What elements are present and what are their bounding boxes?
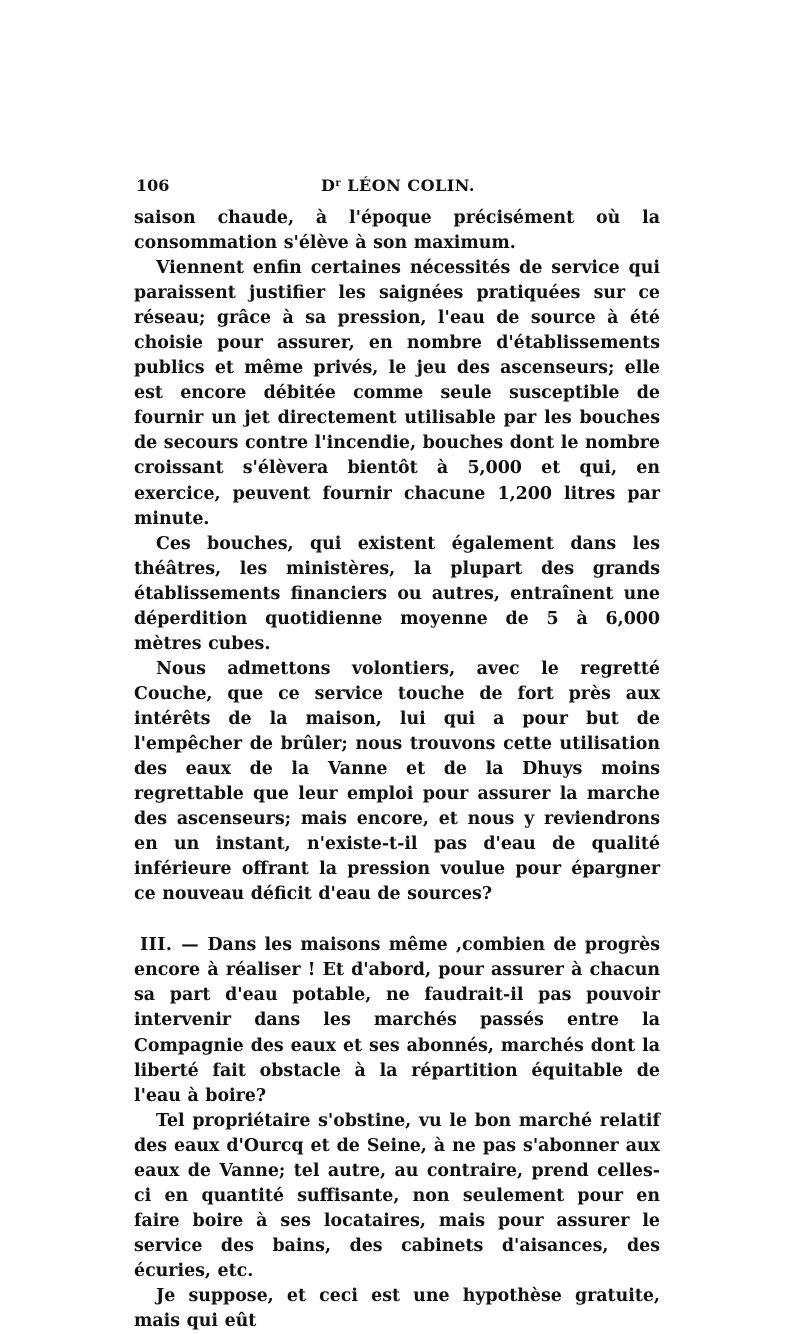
- paragraph-hypothese: Je suppose, et ceci est une hypothèse gratuite, mais qui eût: [134, 1285, 660, 1332]
- paragraph-proprietaire: Tel propriétaire s'obstine, vu le bon marché relatif des eaux d'Ourcq et de Seine, à ne pas s'abonner aux eaux de Vanne; tel autre, au contraire, prend celles-ci en quantité suffisante, non seulement pour en faire boire à ses locataires, mais pour assurer le service des bains, des cabinets d'aisances, des écuries, etc.: [134, 1110, 660, 1281]
- author-name: LÉON COLIN.: [347, 176, 475, 195]
- author-prefix: D: [321, 176, 336, 195]
- page-header: [136, 176, 660, 200]
- section-spacer: [134, 907, 660, 933]
- paragraph-couche: Nous admettons volontiers, avec le regretté Couche, que ce service touche de fort près aux intérêts de la maison, lui qui a pour but de l'empêcher de brûler; nous trouvons cette utilisation des eaux de la Vanne et de la Dhuys moins regrettable que leur emploi pour assurer la marche des ascenseurs; mais encore, et nous y reviendrons en un instant, n'existe-t-il pas d'eau de qualité inférieure offrant la pression voulue pour épargner ce nouveau déficit d'eau de sources?: [134, 658, 660, 905]
- author-prefix-superscript: r: [335, 178, 342, 189]
- paragraph-ascenseurs: Viennent enfin certaines nécessités de service qui paraissent justifier les saignées pratiquées sur ce réseau; grâce à sa pression, l'eau de source à été choisie pour assurer, en nombre d'établissements publics et même privés, le jeu des ascenseurs; elle est encore débitée comme seule susceptible de fournir un jet directement utilisable par les bouches de secours contre l'incendie, bouches dont le nombre croissant s'élèvera bientôt à 5,000 et qui, en exercice, peuvent fournir chacune 1,200 litres par minute.: [134, 258, 660, 529]
- page-number: 106: [136, 176, 170, 195]
- running-head: [136, 176, 660, 195]
- paragraph-continued: saison chaude, à l'époque précisément où la consommation s'élève à son maximum.: [134, 208, 660, 254]
- section-three-opening: [134, 933, 660, 1108]
- paragraph-bouches: Ces bouches, qui existent également dans les théâtres, les ministères, la plupart des grands établissements financiers ou autres, entraînent une déperdition quotidienne moyenne de 5 à 6,000 mètres cubes.: [134, 533, 660, 654]
- section-three-text: Dans les maisons même ,combien de progrès encore à réaliser ! Et d'abord, pour assurer à chacun sa part d'eau potable, ne faudrait-il pas pouvoir intervenir dans les marchés passés entre la Compagnie des eaux et ses abonnés, marchés dont la liberté fait obstacle à la répartition équitable de l'eau à boire?: [134, 935, 661, 1106]
- body-text: [134, 206, 660, 1334]
- section-number: III. —: [140, 935, 200, 956]
